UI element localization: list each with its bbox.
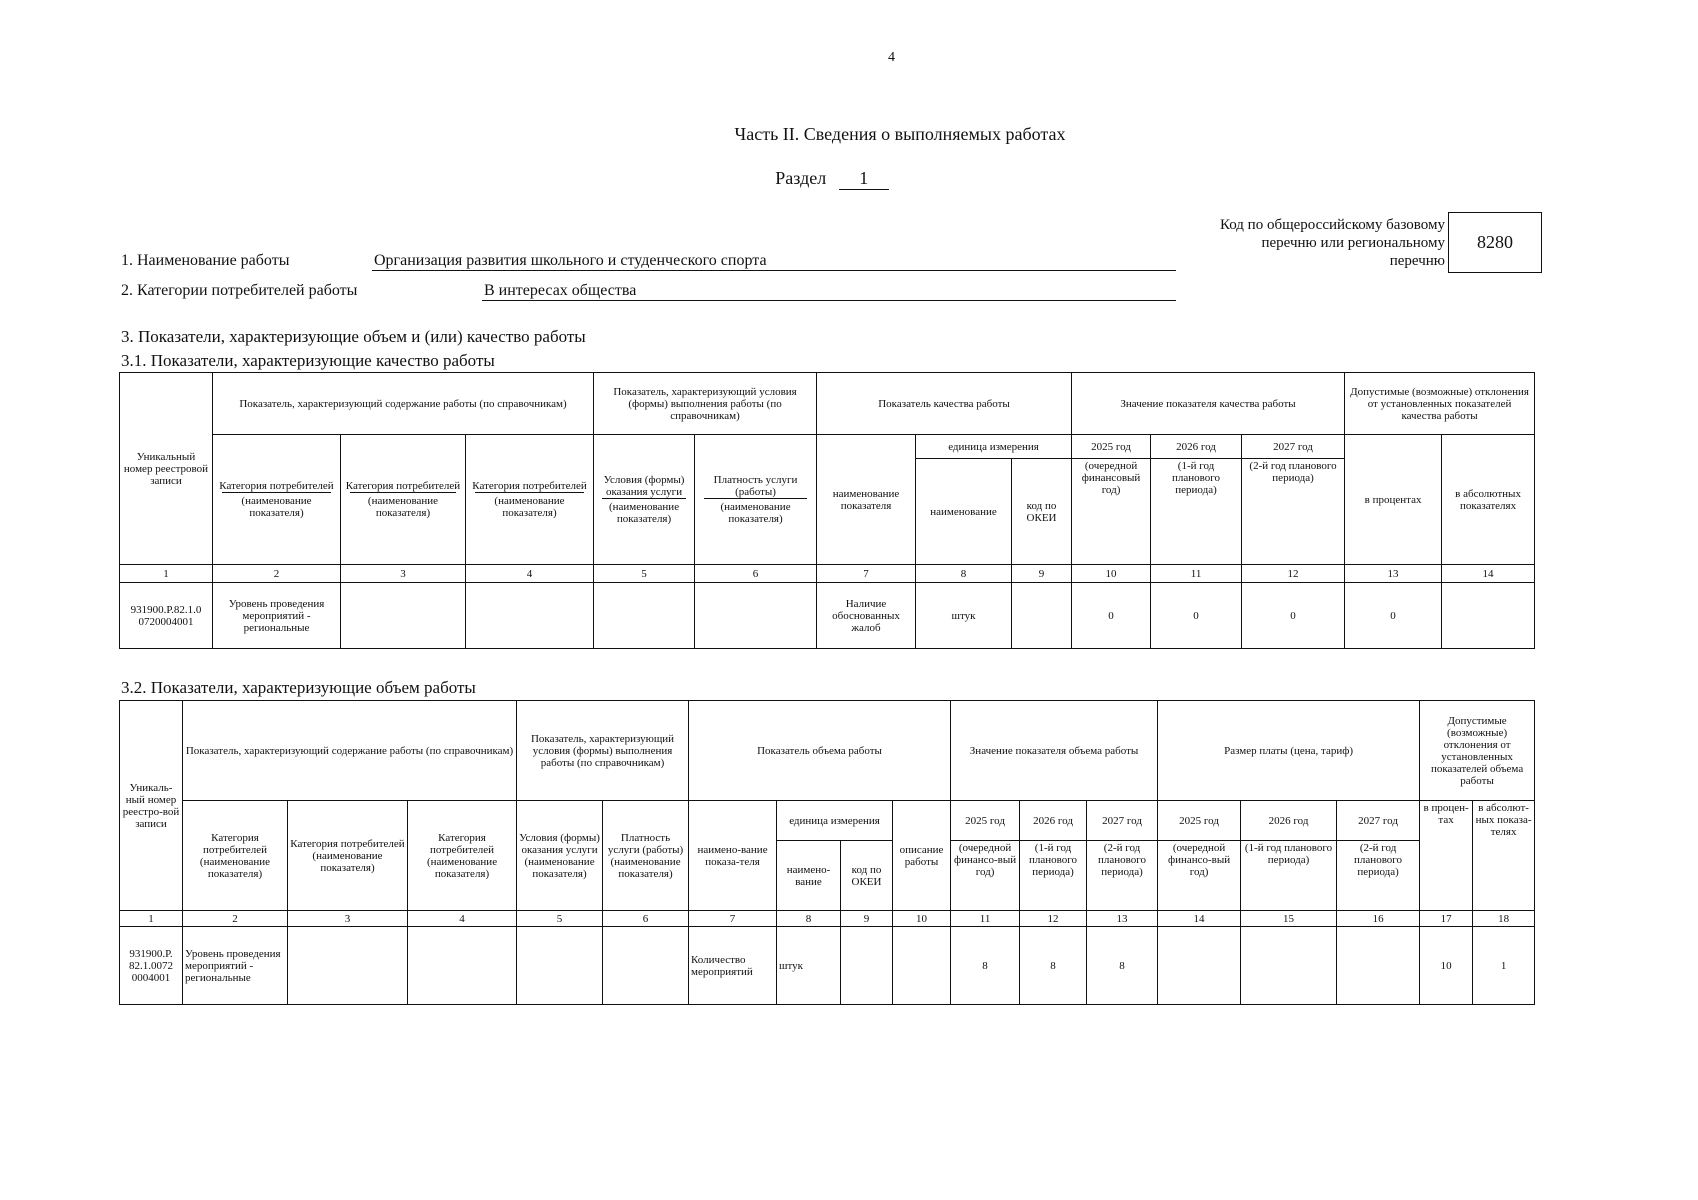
t2-h-abs: в абсолют-ных показа-телях <box>1473 801 1535 911</box>
t1-h-pct: в процентах <box>1345 435 1442 565</box>
item31-heading: 3.1. Показатели, характеризующие качество работы <box>121 351 495 370</box>
item3-heading: 3. Показатели, характеризующие объем и (или) качество работы <box>121 327 586 346</box>
t1-row-v2026: 0 <box>1151 583 1242 649</box>
section-label: Раздел <box>775 168 827 188</box>
volume-table <box>119 700 1535 1005</box>
t1-h-cat-2: Категория потребителей (наименование показателя) <box>341 435 466 565</box>
t2-h-p2027: 2027 год <box>1337 801 1420 841</box>
t1-num: 1 <box>120 565 213 583</box>
t1-num: 2 <box>213 565 341 583</box>
t1-h-quality: Показатель качества работы <box>817 373 1072 435</box>
t2-h-content: Показатель, характеризующий содержание работы (по справочникам) <box>183 701 517 801</box>
item1-label: 1. Наименование работы <box>121 252 290 269</box>
t2-h-cat-3: Категория потребителей (наименование показателя) <box>408 801 517 911</box>
section-number: 1 <box>839 168 889 190</box>
t1-num: 3 <box>341 565 466 583</box>
t2-num: 13 <box>1087 911 1158 927</box>
t2-num: 16 <box>1337 911 1420 927</box>
t2-h-y2025: 2025 год <box>951 801 1020 841</box>
quality-table <box>119 372 1535 649</box>
t1-h-deviation: Допустимые (возможные) отклонения от установленных показателей качества работы <box>1345 373 1535 435</box>
t2-num: 5 <box>517 911 603 927</box>
code-label-line1: Код по общероссийскому базовому <box>1219 217 1445 233</box>
t1-num: 12 <box>1242 565 1345 583</box>
t2-row-indicator: Количество мероприятий <box>689 927 777 1005</box>
t2-h-y2027-sub: (2-й год планового периода) <box>1087 841 1158 911</box>
t1-num: 8 <box>916 565 1012 583</box>
t2-h-cat-2: Категория потребителей (наименование показателя) <box>288 801 408 911</box>
t2-num: 11 <box>951 911 1020 927</box>
part-title: Часть II. Сведения о выполняемых работах <box>734 124 1066 144</box>
t2-h-usl: Условия (формы) оказания услуги (наименование показателя) <box>517 801 603 911</box>
t1-row-v2025: 0 <box>1072 583 1151 649</box>
t2-h-value: Значение показателя объема работы <box>951 701 1158 801</box>
t1-num: 9 <box>1012 565 1072 583</box>
item2-value: В интересах общества <box>482 282 1176 301</box>
t2-h-okei: код по ОКЕИ <box>841 841 893 911</box>
code-label-line2: перечню или региональному <box>1261 235 1445 251</box>
t1-row-v2027: 0 <box>1242 583 1345 649</box>
t2-row-pct: 10 <box>1420 927 1473 1005</box>
t2-h-pct: в процен-тах <box>1420 801 1473 911</box>
item1-value: Организация развития школьного и студенческого спорта <box>372 252 1176 271</box>
t2-num: 14 <box>1158 911 1241 927</box>
t1-num: 5 <box>594 565 695 583</box>
t1-num: 10 <box>1072 565 1151 583</box>
t2-num: 12 <box>1020 911 1087 927</box>
t2-num: 6 <box>603 911 689 927</box>
t2-num: 18 <box>1473 911 1535 927</box>
t1-h-cat-1: Категория потребителей (наименование показателя) <box>213 435 341 565</box>
t1-num: 4 <box>466 565 594 583</box>
t2-h-deviation: Допустимые (возможные) отклонения от установленных показателей объема работы <box>1420 701 1535 801</box>
t2-h-conditions: Показатель, характеризующий условия (формы) выполнения работы (по справочникам) <box>517 701 689 801</box>
t2-num: 8 <box>777 911 841 927</box>
t1-h-content: Показатель, характеризующий содержание работы (по справочникам) <box>213 373 594 435</box>
item32-heading: 3.2. Показатели, характеризующие объем работы <box>121 678 476 697</box>
t1-h-naim-indicator: наименование показателя <box>817 435 916 565</box>
t2-h-y2026-sub: (1-й год планового периода) <box>1020 841 1087 911</box>
t2-num: 17 <box>1420 911 1473 927</box>
t1-h-unique: Уникальный номер реестровой записи <box>120 373 213 565</box>
t1-num: 14 <box>1442 565 1535 583</box>
t1-num: 13 <box>1345 565 1442 583</box>
t2-row-id: 931900.Р. 82.1.0072 0004001 <box>120 927 183 1005</box>
code-box: 8280 <box>1448 212 1542 273</box>
t2-num: 9 <box>841 911 893 927</box>
t1-h-abs: в абсолютных показателях <box>1442 435 1535 565</box>
t1-h-cat-3: Категория потребителей (наименование показателя) <box>466 435 594 565</box>
t1-row-pct: 0 <box>1345 583 1442 649</box>
t1-num: 7 <box>817 565 916 583</box>
t1-h-y2027: 2027 год <box>1242 435 1345 459</box>
t2-h-unit-name: наимено-вание <box>777 841 841 911</box>
t2-h-desc: описание работы <box>893 801 951 911</box>
t1-h-unit-name: наименование <box>916 459 1012 565</box>
t2-h-plat: Платность услуги (работы) (наименование показателя) <box>603 801 689 911</box>
t2-num: 15 <box>1241 911 1337 927</box>
t2-h-unit: единица измерения <box>777 801 893 841</box>
t1-row-cat: Уровень проведения мероприятий - региональные <box>213 583 341 649</box>
code-label-line3: перечню <box>1389 253 1445 269</box>
t1-h-usl: Условия (формы) оказания услуги (наименование показателя) <box>594 435 695 565</box>
table-row <box>120 583 1535 649</box>
t2-h-p2027-sub: (2-й год планового периода) <box>1337 841 1420 911</box>
t2-row-v2027: 8 <box>1087 927 1158 1005</box>
t2-row-v2025: 8 <box>951 927 1020 1005</box>
t2-num: 1 <box>120 911 183 927</box>
t1-h-plat: Платность услуги (работы) (наименование показателя) <box>695 435 817 565</box>
t1-h-y2026-sub: (1-й год планового периода) <box>1151 459 1242 565</box>
t1-num: 6 <box>695 565 817 583</box>
t2-row-cat: Уровень проведения мероприятий - региональные <box>183 927 288 1005</box>
t2-h-p2025-sub: (очередной финансо-вый год) <box>1158 841 1241 911</box>
t1-h-y2025: 2025 год <box>1072 435 1151 459</box>
t1-h-y2027-sub: (2-й год планового периода) <box>1242 459 1345 565</box>
t2-num: 4 <box>408 911 517 927</box>
item2-label: 2. Категории потребителей работы <box>121 282 358 299</box>
t1-h-y2026: 2026 год <box>1151 435 1242 459</box>
t1-h-value: Значение показателя качества работы <box>1072 373 1345 435</box>
t2-num: 2 <box>183 911 288 927</box>
t1-h-unit: единица измерения <box>916 435 1072 459</box>
t1-num: 11 <box>1151 565 1242 583</box>
t2-h-naim-indicator: наимено-вание показа-теля <box>689 801 777 911</box>
t2-h-p2025: 2025 год <box>1158 801 1241 841</box>
section-heading <box>0 168 1664 190</box>
t1-h-conditions: Показатель, характеризующий условия (формы) выполнения работы (по справочникам) <box>594 373 817 435</box>
t2-row-unit: штук <box>777 927 841 1005</box>
t2-num: 10 <box>893 911 951 927</box>
t2-row-abs: 1 <box>1473 927 1535 1005</box>
code-label <box>1160 216 1445 270</box>
t2-row-v2026: 8 <box>1020 927 1087 1005</box>
t2-h-y2027: 2027 год <box>1087 801 1158 841</box>
table-row <box>120 927 1535 1005</box>
t1-h-okei: код по ОКЕИ <box>1012 459 1072 565</box>
t1-row-indicator: Наличие обоснованных жалоб <box>817 583 916 649</box>
t2-num: 3 <box>288 911 408 927</box>
t2-h-y2025-sub: (очередной финансо-вый год) <box>951 841 1020 911</box>
page-number: 4 <box>888 50 895 65</box>
t2-h-cat-1: Категория потребителей (наименование показателя) <box>183 801 288 911</box>
t2-num: 7 <box>689 911 777 927</box>
t2-h-p2026: 2026 год <box>1241 801 1337 841</box>
t2-h-y2026: 2026 год <box>1020 801 1087 841</box>
t2-h-unique: Уникаль-ный номер реестро-вой записи <box>120 701 183 911</box>
t1-h-y2025-sub: (очередной финансовый год) <box>1072 459 1151 565</box>
t2-h-price: Размер платы (цена, тариф) <box>1158 701 1420 801</box>
t2-h-p2026-sub: (1-й год планового периода) <box>1241 841 1337 911</box>
t1-row-unit: штук <box>916 583 1012 649</box>
t2-h-volume: Показатель объема работы <box>689 701 951 801</box>
t1-row-id: 931900.Р.82.1.0 0720004001 <box>120 583 213 649</box>
